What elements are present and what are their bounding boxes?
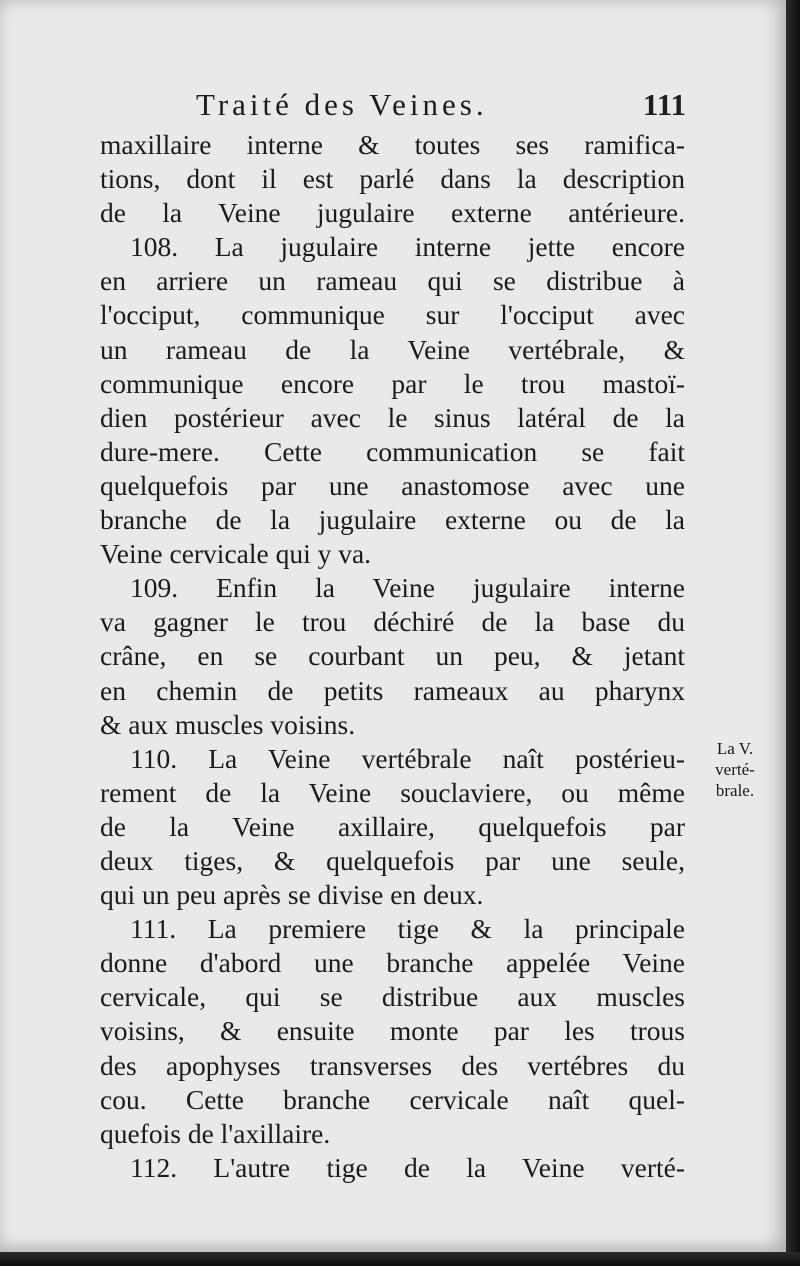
text-line: & aux muscles voisins. [100,708,356,740]
text-line: communique encore par le trou mastoï- [100,367,685,399]
text-line: rement de la Veine souclaviere, ou même [100,776,685,808]
page-number: 111 [642,87,686,122]
margin-note-line: verté- [715,760,755,779]
text-line: 111. La premiere tige & la principale [130,913,685,945]
text-line: donne d'abord une branche appelée Veine [100,947,685,979]
text-line: Veine cervicale qui y va. [100,538,372,570]
text-line: un rameau de la Veine vertébrale, & [100,333,685,365]
text-line: 110. La Veine vertébrale naît postérieu- [130,742,685,774]
text-line: cervicale, qui se distribue aux muscles [100,981,685,1013]
text-line: 109. Enfin la Veine jugulaire interne [130,572,685,604]
text-line: de la Veine axillaire, quelquefois par [100,810,685,842]
running-title: Traité des Veines. [196,87,488,122]
text-line: dure-mere. Cette communication se fait [100,435,685,467]
text-line: voisins, & ensuite monte par les trous [100,1015,685,1047]
text-line: tions, dont il est parlé dans la description [100,163,685,195]
text-line: dien postérieur avec le sinus latéral de la [100,401,685,433]
margin-note-line: La V. [716,739,754,758]
page-edge-shadow [786,0,800,1266]
text-line: de la Veine jugulaire externe antérieure. [100,197,685,229]
text-line: va gagner le trou déchiré de la base du [100,606,685,638]
text-line: quefois de l'axillaire. [100,1117,331,1149]
text-line: en chemin de petits rameaux au pharynx [100,674,685,706]
text-line: quelquefois par une anastomose avec une [100,469,685,501]
text-line: 112. L'autre tige de la Veine verté- [130,1151,685,1183]
text-line: deux tiges, & quelquefois par une seule, [100,844,685,876]
text-line: maxillaire interne & toutes ses ramifica- [100,129,685,160]
text-line: cou. Cette branche cervicale naît quel- [100,1083,685,1115]
text-line: en arriere un rameau qui se distribue à [100,265,685,297]
text-line: des apophyses transverses des vertébres du [100,1049,685,1081]
text-line: l'occiput, communique sur l'occiput avec [100,299,685,331]
text-line: branche de la jugulaire externe ou de la [100,504,685,536]
page-edge-shadow [0,1252,800,1266]
margin-note [690,738,780,801]
text-line: crâne, en se courbant un peu, & jetant [100,640,685,672]
margin-note-line: brale. [715,781,755,800]
text-line: qui un peu après se divise en deux. [100,879,484,911]
text-line: 108. La jugulaire interne jette encore [130,231,685,263]
body-text [100,128,685,1185]
page-header [196,84,686,126]
